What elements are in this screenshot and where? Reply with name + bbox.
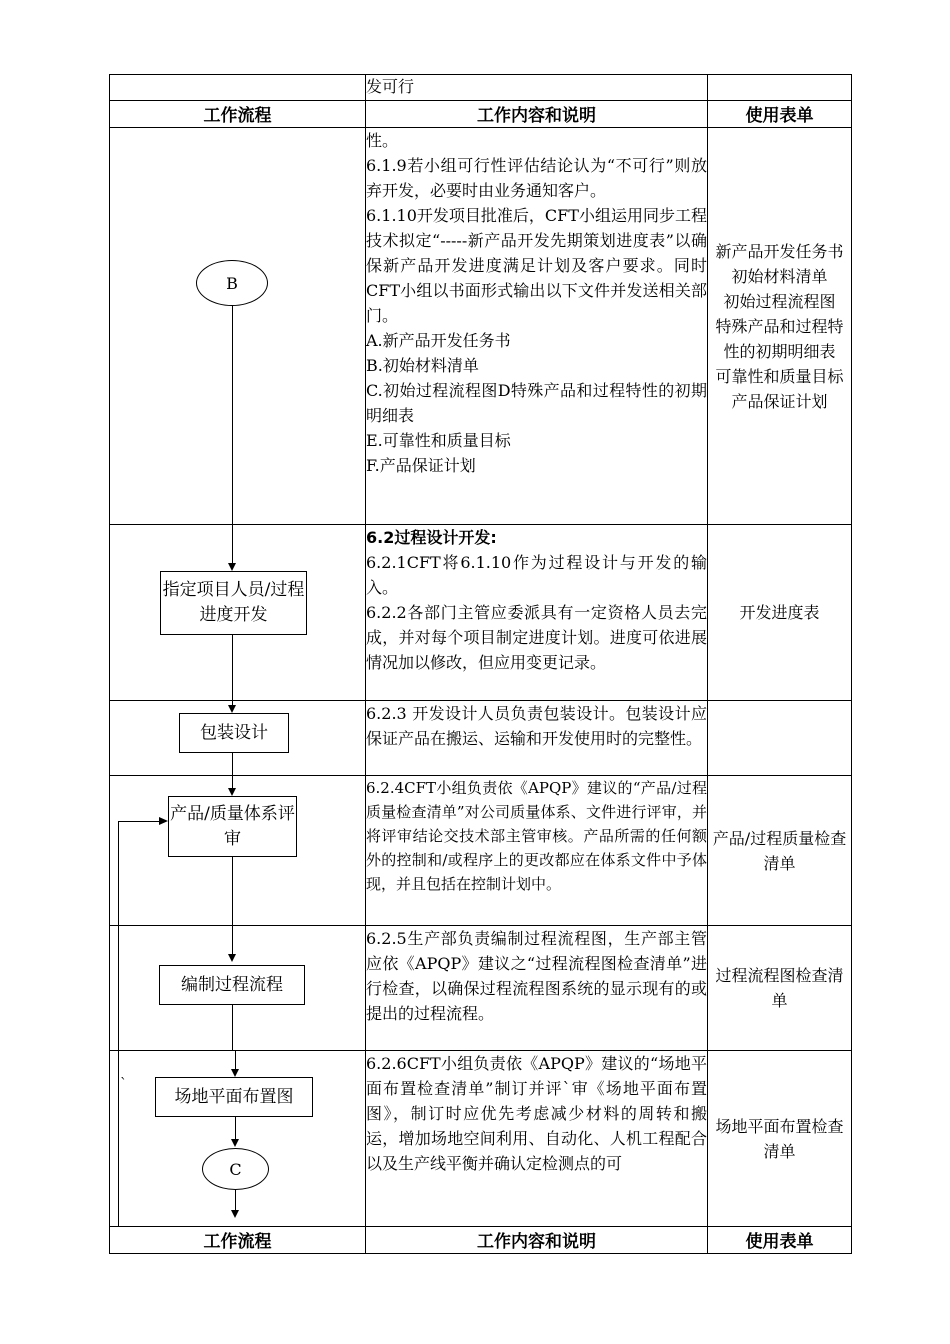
form-item: 产品保证计划 [731, 391, 828, 411]
form-item: 可靠性和质量目标 [715, 366, 844, 386]
form-item: 新产品开发任务书 [715, 241, 844, 261]
flow-cell-2 [110, 525, 366, 701]
form-item: 开发进度表 [739, 603, 820, 622]
forms-cell-6 [708, 1051, 852, 1227]
forms-cell-3 [708, 701, 852, 776]
arrow-down-icon [228, 788, 236, 796]
continued-text: 发可行 [366, 75, 708, 101]
footer-flow: 工作流程 [110, 1227, 366, 1254]
feedback-line [118, 926, 119, 1051]
flow-line [232, 525, 233, 563]
content-line: 6.2.3 开发设计人员负责包装设计。包装设计应保证产品在搬运、运输和开发使用时的完整性。 [366, 704, 707, 748]
section-row-6-2-3 [110, 701, 852, 776]
flow-line [232, 306, 233, 525]
content-line: A.新产品开发任务书 [366, 331, 511, 350]
footer-forms: 使用表单 [708, 1227, 852, 1254]
flow-box-site-layout: 场地平面布置图 [155, 1077, 313, 1117]
flow-cell-1 [110, 128, 366, 525]
flow-box-system-review: 产品/质量体系评审 [168, 796, 297, 857]
flow-box-assign-staff: 指定项目人员/过程进度开发 [160, 571, 307, 635]
feedback-line [118, 1051, 119, 1227]
flow-line [232, 1005, 233, 1051]
section-row-6-2-5 [110, 926, 852, 1051]
content-cell-2 [366, 525, 708, 701]
section-row-6-2 [110, 525, 852, 701]
forms-cell-4 [708, 776, 852, 926]
forms-cell-1 [708, 128, 852, 525]
header-forms: 使用表单 [708, 101, 852, 128]
section-row-6-2-6 [110, 1051, 852, 1227]
content-line: 6.1.10开发项目批准后，CFT小组运用同步工程技术拟定“-----新产品开发先期策划进度表”以确保新产品开发进度满足计划及客户要求。同时CFT小组以书面形式输出以下文件并发送相关部门。 [366, 206, 707, 325]
footer-content: 工作内容和说明 [366, 1227, 708, 1254]
form-item: 场地平面布置检查清单 [715, 1116, 844, 1161]
content-cell-5 [366, 926, 708, 1051]
forms-cell-2 [708, 525, 852, 701]
content-line: B.初始材料清单 [366, 356, 479, 375]
arrow-down-icon [228, 705, 236, 713]
form-item: 产品/过程质量检查清单 [712, 828, 847, 873]
arrow-down-icon [231, 1069, 239, 1077]
arrow-down-icon [231, 1210, 239, 1218]
header-flow: 工作流程 [110, 101, 366, 128]
content-line: 6.1.9若小组可行性评估结论认为“不可行”则放弃开发，必要时由业务通知客户。 [366, 156, 707, 200]
flow-box-process-flow: 编制过程流程 [159, 965, 305, 1005]
content-cell-3 [366, 701, 708, 776]
content-line: C.初始过程流程图D特殊产品和过程特性的初期明细表 [366, 381, 707, 425]
section-row-6-2-4 [110, 776, 852, 926]
form-item: 过程流程图检查清单 [715, 966, 844, 1010]
flow-cell-4 [110, 776, 366, 926]
flow-cell-5 [110, 926, 366, 1051]
flow-line [232, 926, 233, 954]
form-item: 初始过程流程图 [723, 291, 836, 311]
flow-line [232, 635, 233, 701]
feedback-line [118, 821, 119, 926]
content-line: 6.2.1CFT将6.1.10作为过程设计与开发的输入。 [366, 553, 707, 597]
continued-row [110, 75, 852, 101]
flow-line [232, 776, 233, 788]
flow-line [232, 857, 233, 926]
content-line: E.可靠性和质量目标 [366, 431, 511, 450]
header-content: 工作内容和说明 [366, 101, 708, 128]
section-heading: 6.2过程设计开发: [366, 528, 497, 547]
stray-mark: ` [120, 1076, 127, 1092]
flow-line [235, 1190, 236, 1210]
forms-cell-5 [708, 926, 852, 1051]
header-row-bottom [110, 1227, 852, 1254]
content-line: 6.2.6CFT小组负责依《APQP》建议的“场地平面布置检查清单”制订并评`审《场地平面布置图》，制订时应优先考虑减少材料的周转和搬运，增加场地空间利用、自动化、人机工程配合以及生产线平衡并确认定检测点的可 [366, 1054, 707, 1173]
feedback-line [118, 821, 159, 822]
arrow-right-icon [159, 817, 168, 825]
content-cell-6 [366, 1051, 708, 1227]
content-line: 6.2.4CFT小组负责依《APQP》建议的“产品/过程质量检查清单”对公司质量体系、文件进行评审，并将评审结论交技术部主管审核。产品所需的任何额外的控制和/或程序上的更改都应在体系文件中予体现，并且包括在控制计划中。 [366, 779, 707, 893]
header-row-top [110, 101, 852, 128]
arrow-down-icon [228, 954, 236, 962]
content-line: F.产品保证计划 [366, 456, 476, 475]
form-item: 特殊产品和过程特性的初期明细表 [715, 316, 844, 361]
connector-b: B [196, 260, 268, 306]
content-cell-4 [366, 776, 708, 926]
flow-line [235, 1051, 236, 1069]
content-line: 6.2.5生产部负责编制过程流程图，生产部主管应依《APQP》建议之“过程流程图检查清单”进行检查，以确保过程流程图系统的显示现有的或提出的过程流程。 [366, 929, 707, 1023]
section-row-6-1 [110, 128, 852, 525]
arrow-down-icon [231, 1139, 239, 1147]
connector-c: C [202, 1148, 269, 1190]
flow-box-packaging: 包装设计 [179, 713, 289, 753]
form-item: 初始材料清单 [731, 266, 828, 286]
content-cell-1 [366, 128, 708, 525]
arrow-down-icon [228, 563, 236, 571]
flow-cell-6 [110, 1051, 366, 1227]
content-line: 性。 [366, 131, 399, 150]
content-line: 6.2.2各部门主管应委派具有一定资格人员去完成，并对每个项目制定进度计划。进度可依进展情况加以修改，但应用变更记录。 [366, 603, 707, 672]
procedure-table [109, 74, 852, 1254]
flow-cell-3 [110, 701, 366, 776]
flow-line [235, 1117, 236, 1139]
flow-line [232, 753, 233, 776]
